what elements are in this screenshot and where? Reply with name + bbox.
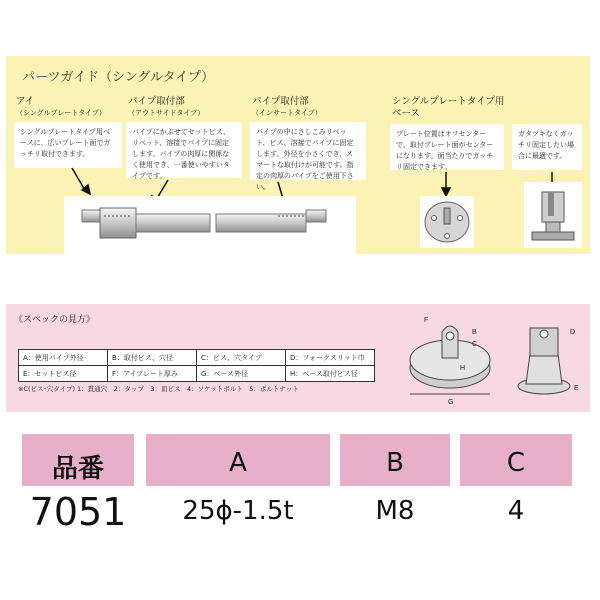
base-part-illustration: [420, 196, 474, 248]
parts-guide-panel: [6, 56, 590, 254]
pipe-insert-title: パイプ取付部: [252, 96, 309, 107]
diagram-label: H: [460, 365, 466, 372]
spec-cell: F：アイプレート厚み: [108, 366, 197, 382]
value-a: 25ϕ-1.5t: [182, 496, 294, 526]
header-part-number: [22, 434, 134, 486]
diagram-label: E: [574, 385, 579, 392]
gap-free-description: ガタツキなくガッチリ固定したい場合に最適です。: [512, 124, 582, 170]
spec-legend-panel: [6, 304, 590, 412]
pipe-illustration: [64, 196, 356, 256]
spec-dimension-diagram: [402, 308, 588, 408]
spec-legend-table: [18, 349, 375, 382]
pipe-outside-title: パイプ取付部: [128, 96, 185, 107]
base-description: プレート位置はオフセンターで、取付プレート面がセンターになります。面当たりでガッチリ固定できます。: [390, 124, 504, 170]
spec-title: 《スペックの見方》: [14, 315, 96, 325]
spec-footnote: ※C(ビス･穴タイプ) 1：貫通穴 2：タップ 3：皿ビス 4：ソケットボルト 5：ボルトナット: [18, 385, 299, 393]
value-b: M8: [375, 496, 415, 526]
diagram-label: F: [424, 317, 429, 324]
eye-subtitle: （シングルプレートタイプ）: [16, 109, 106, 117]
pipe-outside-description: パイプにかぶせてセットビス、リベット、溶接でパイプに固定します。パイプの肉厚に関係なく使用でき、一番使いやすいタイプです。: [126, 122, 242, 178]
diagram-label: B: [472, 329, 477, 336]
diagram-label: C: [472, 341, 478, 348]
base-title-line2: ベース: [392, 108, 421, 119]
spec-cell: B：取付ビス、穴径: [108, 350, 197, 366]
pipe-insert-description: パイプの中にさしこみリベット、ビス、溶接でパイプに固定します。外径を小さくでき、スマートな取付けが可能です。指定の肉厚のパイプをご使用下さい。: [250, 122, 366, 180]
pipe-drawing: [64, 196, 356, 256]
spec-cell: C：ビス、穴タイプ: [197, 350, 286, 366]
header-b-label: B: [386, 448, 404, 478]
gap-free-part-illustration: [524, 182, 582, 248]
header-b: [340, 434, 450, 486]
eye-title: アイ: [16, 96, 35, 107]
header-part-number-label: 品番: [51, 454, 104, 484]
spec-cell: E：セットビス径: [19, 366, 108, 382]
spec-cell: G：ベース外径: [197, 366, 286, 382]
diagram-label: G: [448, 399, 454, 406]
header-c-label: C: [506, 448, 526, 478]
diagram-label: D: [570, 329, 576, 336]
spec-cell: A：使用パイプ外径: [19, 350, 108, 366]
header-a-label: A: [229, 448, 247, 478]
spec-cell: H：ベース取付ビス径: [286, 366, 375, 382]
parts-guide-title: パーツガイド（シングルタイプ）: [22, 70, 215, 85]
value-c: 4: [507, 496, 525, 526]
part-number-value: 7051: [29, 490, 127, 534]
pipe-outside-subtitle: （アウトサイドタイプ）: [128, 109, 205, 117]
spec-row: [19, 366, 375, 382]
spec-row: [19, 350, 375, 366]
base-title-line1: シングルプレートタイプ用: [392, 96, 505, 107]
header-a: [146, 434, 330, 486]
pipe-insert-subtitle: （インサートタイプ）: [252, 109, 322, 117]
spec-cell: D：フォークスリット巾: [286, 350, 375, 366]
header-c: [460, 434, 572, 486]
eye-description: シングルプレートタイプ用ベースに、広いプレート面でガッチリ取付できます。: [14, 122, 122, 168]
